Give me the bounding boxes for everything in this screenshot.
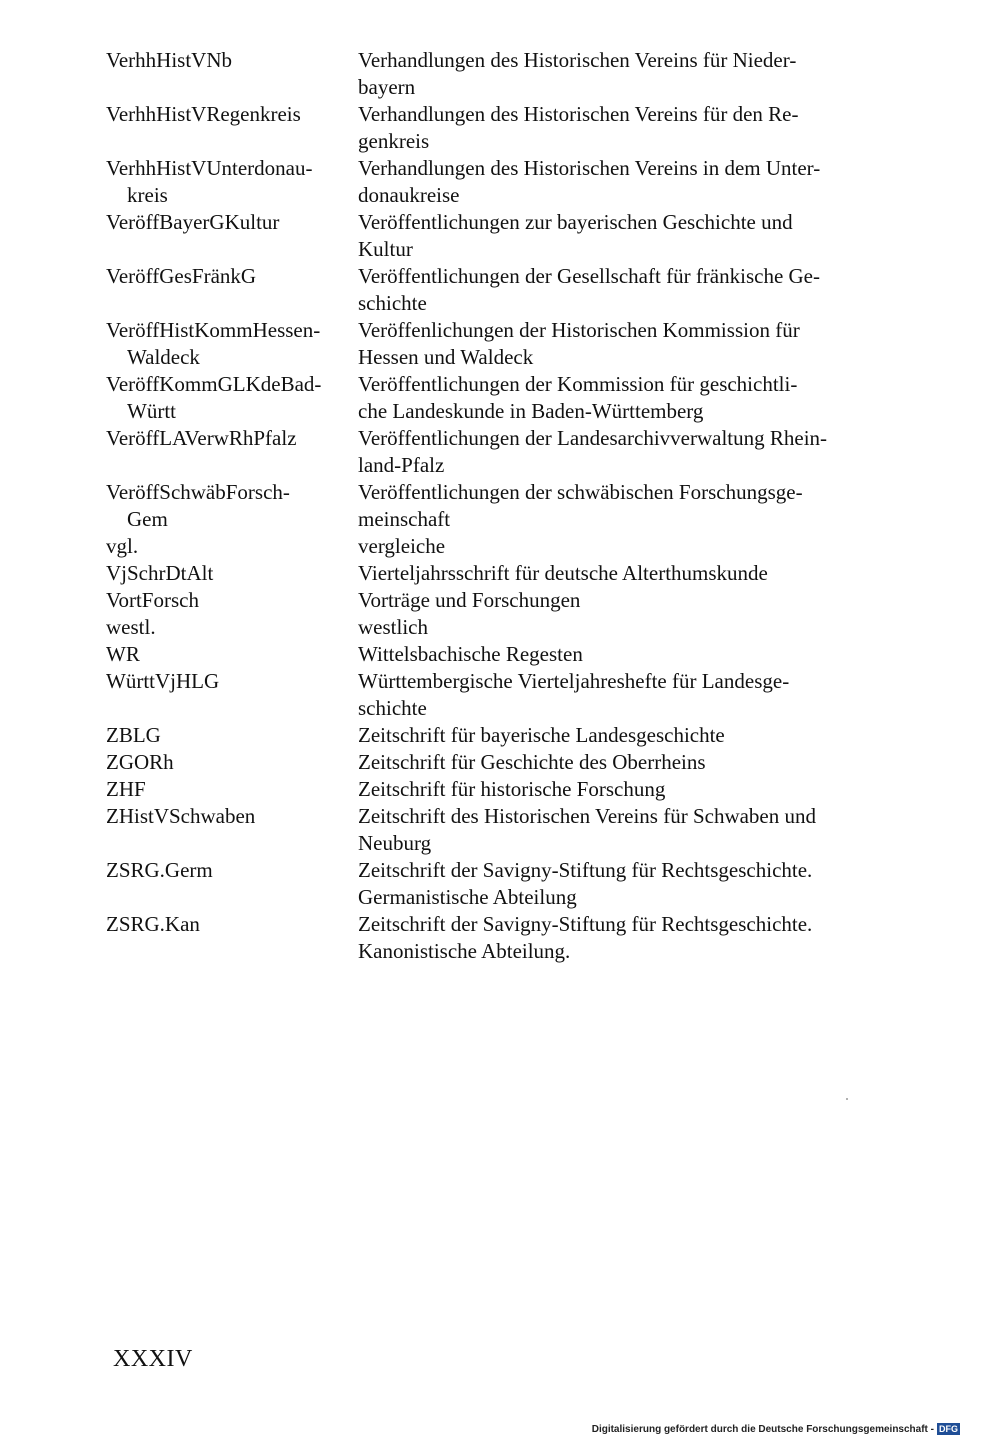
digitization-credit xyxy=(592,1423,960,1435)
abbreviation-entry xyxy=(106,911,898,965)
abbreviation-term: VerhhHistVUnterdonau- kreis xyxy=(106,156,313,207)
abbreviation-expansion: Zeitschrift der Savigny-Stiftung für Rechtsgeschichte. Kanonistische Abteilung. xyxy=(358,912,813,963)
abbreviation-entry xyxy=(106,317,898,371)
abbreviation-term: VeröffHistKommHessen- Waldeck xyxy=(106,318,321,369)
abbreviation-entry xyxy=(106,209,898,263)
abbreviation-entry xyxy=(106,533,898,560)
abbreviation-term: VeröffBayerGKultur xyxy=(106,210,280,234)
abbreviation-entry xyxy=(106,47,898,101)
abbreviation-entry xyxy=(106,263,898,317)
page-number: XXXIV xyxy=(113,1346,193,1372)
abbreviation-expansion: Zeitschrift der Savigny-Stiftung für Rechtsgeschichte. Germanistische Abteilung xyxy=(358,858,813,909)
abbreviation-term: VerhhHistVRegenkreis xyxy=(106,102,301,126)
abbreviation-list xyxy=(106,47,898,965)
abbreviation-expansion: Veröffentlichungen der Kommission für geschichtli- che Landeskunde in Baden-Württemberg xyxy=(358,372,798,423)
abbreviation-entry xyxy=(106,722,898,749)
abbreviation-expansion: Zeitschrift für historische Forschung xyxy=(358,777,666,801)
abbreviation-term: VeröffGesFränkG xyxy=(106,264,257,288)
abbreviation-entry xyxy=(106,479,898,533)
abbreviation-entry xyxy=(106,155,898,209)
abbreviation-entry xyxy=(106,776,898,803)
abbreviation-term: VortForsch xyxy=(106,588,199,612)
abbreviation-term: ZGORh xyxy=(106,750,174,774)
abbreviation-term: VeröffLAVerwRhPfalz xyxy=(106,426,297,450)
abbreviation-expansion: Vorträge und Forschungen xyxy=(358,588,581,612)
abbreviation-expansion: Veröffentlichungen der Landesarchivverwaltung Rhein- land-Pfalz xyxy=(358,426,828,477)
abbreviation-entry xyxy=(106,371,898,425)
abbreviation-expansion: Verhandlungen des Historischen Vereins in dem Unter- donaukreise xyxy=(358,156,821,207)
abbreviation-expansion: Zeitschrift für Geschichte des Oberrheins xyxy=(358,750,706,774)
abbreviation-term: WürttVjHLG xyxy=(106,669,220,693)
abbreviation-expansion: Zeitschrift des Historischen Vereins für Schwaben und Neuburg xyxy=(358,804,817,855)
abbreviation-expansion: Zeitschrift für bayerische Landesgeschichte xyxy=(358,723,725,747)
abbreviation-term: VerhhHistVNb xyxy=(106,48,232,72)
abbreviation-entry xyxy=(106,641,898,668)
abbreviation-entry xyxy=(106,803,898,857)
abbreviation-expansion: Verhandlungen des Historischen Vereins für den Re- genkreis xyxy=(358,102,799,153)
abbreviation-entry xyxy=(106,101,898,155)
abbreviation-term: VjSchrDtAlt xyxy=(106,561,214,585)
abbreviation-expansion: Vierteljahrsschrift für deutsche Alterthumskunde xyxy=(358,561,768,585)
abbreviation-entry xyxy=(106,614,898,641)
abbreviation-expansion: Verhandlungen des Historischen Vereins für Nieder- bayern xyxy=(358,48,797,99)
dfg-logo: DFG xyxy=(939,1424,958,1434)
abbreviation-term: vgl. xyxy=(106,534,139,558)
abbreviation-expansion: vergleiche xyxy=(358,534,446,558)
abbreviation-term: ZBLG xyxy=(106,723,161,747)
credit-text: Digitalisierung gefördert durch die Deutsche Forschungsgemeinschaft - xyxy=(591,1423,934,1435)
abbreviation-entry xyxy=(106,560,898,587)
abbreviation-term: VeröffKommGLKdeBad- Württ xyxy=(106,372,322,423)
abbreviation-expansion: Veröffentlichungen der schwäbischen Forschungsge- meinschaft xyxy=(358,480,803,531)
abbreviation-term: WR xyxy=(106,642,140,666)
abbreviation-term: ZSRG.Kan xyxy=(106,912,200,936)
abbreviation-entry xyxy=(106,749,898,776)
abbreviation-term: VeröffSchwäbForsch- Gem xyxy=(106,480,290,531)
abbreviation-entry xyxy=(106,668,898,722)
scan-speck xyxy=(846,1098,848,1100)
abbreviation-expansion: Veröffentlichungen der Gesellschaft für fränkische Ge- schichte xyxy=(358,264,820,315)
abbreviation-term: ZSRG.Germ xyxy=(106,858,213,882)
abbreviation-expansion: Veröffentlichungen zur bayerischen Geschichte und Kultur xyxy=(358,210,793,261)
abbreviation-expansion: westlich xyxy=(358,615,428,639)
abbreviation-entry xyxy=(106,425,898,479)
abbreviation-term: ZHistVSchwaben xyxy=(106,804,256,828)
abbreviation-expansion: Wittelsbachische Regesten xyxy=(358,642,583,666)
abbreviation-entry xyxy=(106,587,898,614)
abbreviation-expansion: Württembergische Vierteljahreshefte für Landesge- schichte xyxy=(358,669,790,720)
abbreviation-expansion: Veröffenlichungen der Historischen Kommission für Hessen und Waldeck xyxy=(358,318,800,369)
abbreviation-term: westl. xyxy=(106,615,156,639)
abbreviation-term: ZHF xyxy=(106,777,146,801)
abbreviation-entry xyxy=(106,857,898,911)
